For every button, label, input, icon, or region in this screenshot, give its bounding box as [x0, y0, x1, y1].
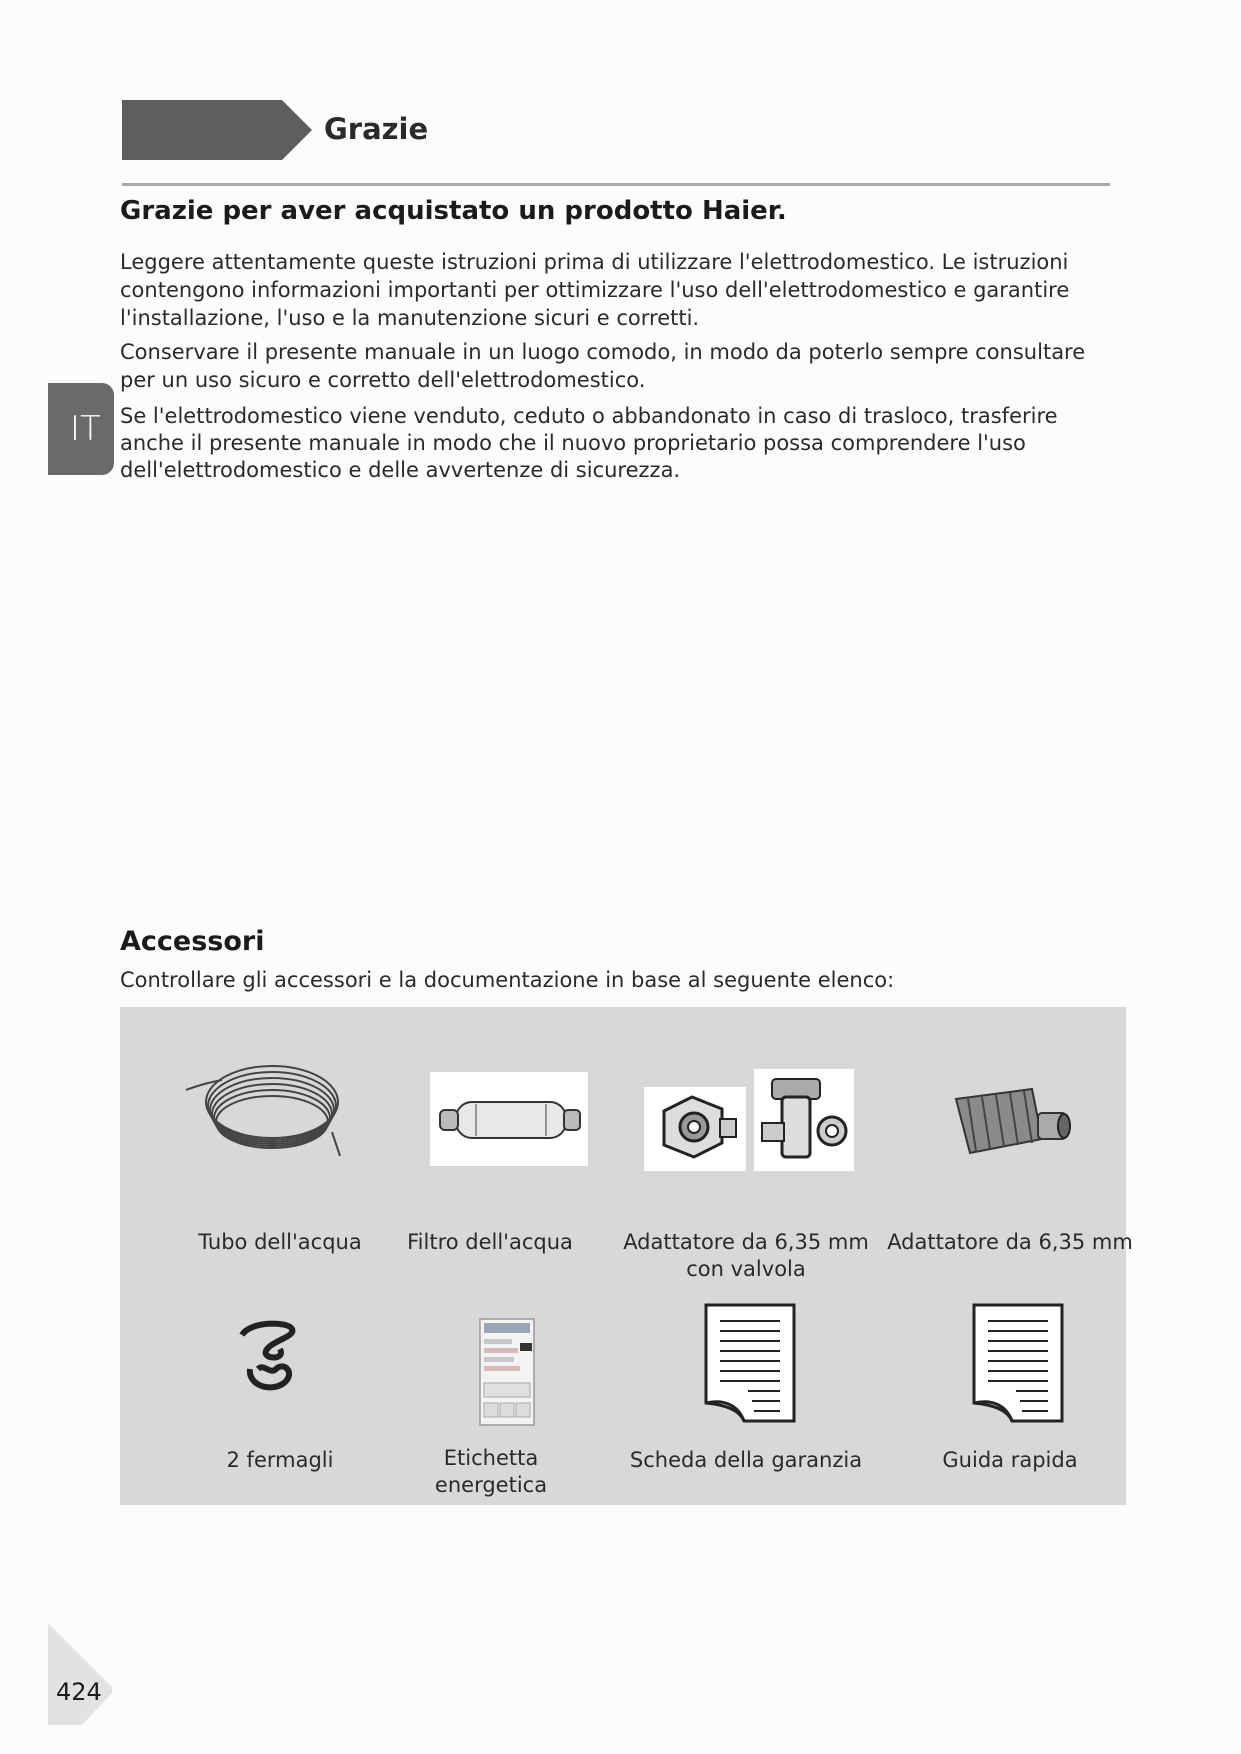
- intro-paragraph: Se l'elettrodomestico viene venduto, ceduto o abbandonato in caso di trasloco, trasferire anche il presente manuale in modo che il nuovo proprietario possa comprendere l'uso dell'elettrodomestico e delle avvertenze di sicurezza.: [120, 404, 1058, 482]
- accessory-label: Adattatore da 6,35 mm: [887, 1230, 1133, 1254]
- intro-title: Grazie per aver acquistato un prodotto Haier.: [120, 196, 787, 226]
- accessories-panel: [120, 1007, 1133, 1505]
- energy-label-icon: [478, 1317, 538, 1429]
- accessories-subtitle: Controllare gli accessori e la documentazione in base al seguente elenco:: [120, 968, 895, 992]
- accessory-label: Tubo dell'acqua: [198, 1230, 362, 1254]
- quick-guide-icon: [972, 1303, 1066, 1423]
- section-title: Grazie: [324, 112, 429, 146]
- header-arrow-shape: [122, 100, 312, 160]
- water-filter-icon: [430, 1072, 590, 1168]
- adapter-icon: [946, 1069, 1076, 1174]
- intro-paragraph: Leggere attentamente queste istruzioni prima di utilizzare l'elettrodomestico. Le istruzioni contengono informazioni importanti per ottimizzare l'uso dell'elettrodomestico e garantire l'installazione, l'uso e la manutenzione sicuri e corretti.: [120, 250, 1070, 330]
- accessory-label: Scheda della garanzia: [629, 1448, 863, 1472]
- intro-paragraph: Conservare il presente manuale in un luogo comodo, in modo da poterlo sempre consultare per un uso sicuro e corretto dell'elettrodomestico.: [120, 340, 1086, 392]
- language-code: IT: [70, 409, 101, 449]
- page-corner-tab: [48, 1623, 112, 1725]
- header-divider: [122, 183, 1110, 186]
- accessory-label: 2 fermagli: [226, 1448, 334, 1472]
- language-tab: [48, 383, 114, 475]
- accessory-label: Guida rapida: [942, 1448, 1078, 1472]
- valve-adapter-icon: [644, 1069, 856, 1171]
- page-number: 424: [56, 1678, 102, 1706]
- accessory-label: Etichetta energetica: [434, 1446, 548, 1497]
- clips-icon: [230, 1317, 314, 1401]
- accessories-title: Accessori: [120, 926, 265, 957]
- warranty-card-icon: [704, 1303, 798, 1423]
- accessory-label: Adattatore da 6,35 mm con valvola: [623, 1230, 869, 1281]
- water-hose-icon: [182, 1062, 342, 1172]
- accessory-label: Filtro dell'acqua: [407, 1230, 573, 1254]
